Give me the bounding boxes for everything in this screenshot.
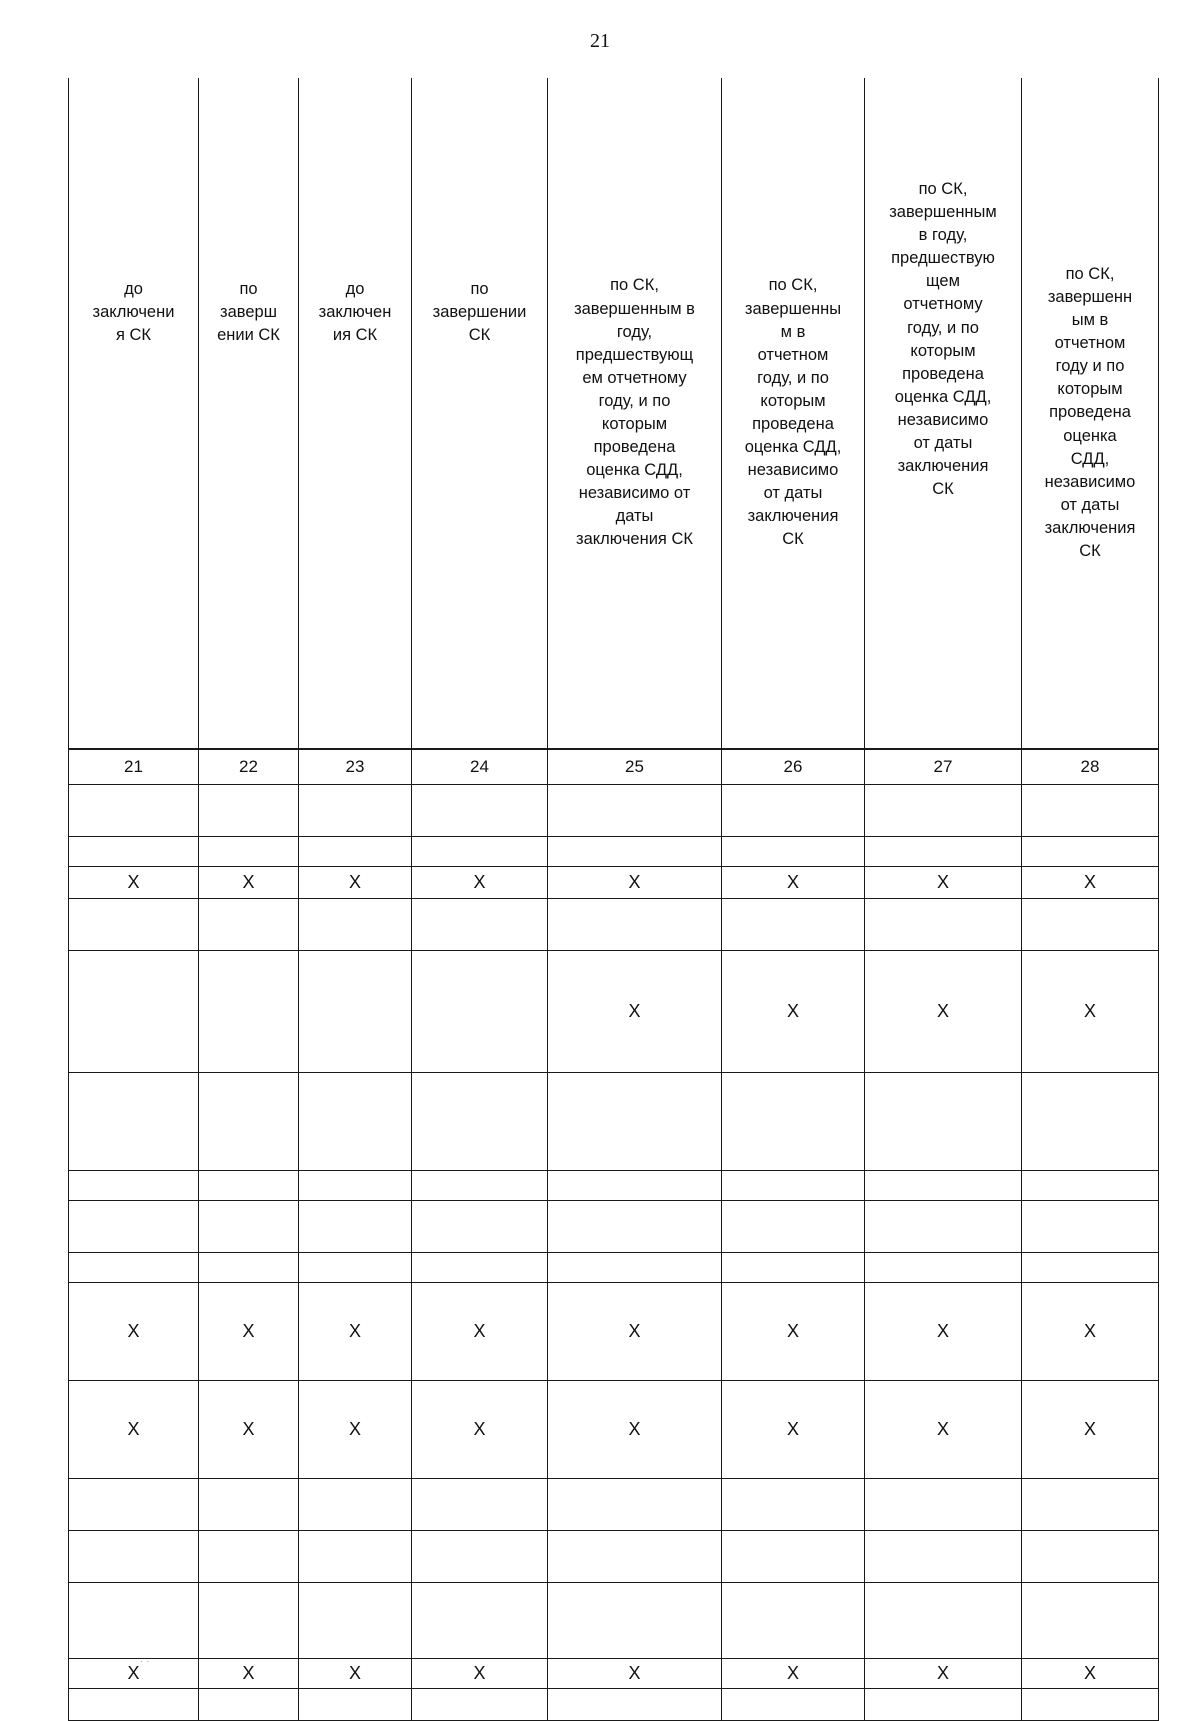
table-cell: [299, 951, 412, 1073]
x-mark: X: [127, 1419, 140, 1439]
table-row: [69, 837, 1159, 867]
table-cell: [1022, 1381, 1159, 1479]
header-row: [69, 78, 1159, 749]
x-mark: X: [1083, 1001, 1096, 1021]
x-mark: X: [473, 1419, 486, 1439]
table-cell: [865, 1689, 1022, 1721]
table-cell: [1022, 867, 1159, 899]
table-row: [69, 1659, 1159, 1689]
table-cell: [299, 867, 412, 899]
table-cell: [1022, 1583, 1159, 1659]
x-mark: X: [628, 1663, 641, 1683]
table-row: [69, 1283, 1159, 1381]
table-cell: [299, 837, 412, 867]
table-cell: [412, 1659, 548, 1689]
x-mark: X: [1083, 1663, 1096, 1683]
table-cell: [69, 1283, 199, 1381]
table-cell: [548, 1689, 722, 1721]
header-cell: по СК, завершенным в году, предшествующ ем отчетному году, и по которым проведена оценка СДД, независимо от даты заключения СК: [548, 78, 722, 749]
table-cell: [412, 1171, 548, 1201]
table-cell: [199, 1479, 299, 1531]
table-row: [69, 785, 1159, 837]
scan-speck: · ·: [140, 1656, 150, 1667]
table-cell: [199, 837, 299, 867]
x-mark: X: [242, 1663, 255, 1683]
table-cell: [69, 1689, 199, 1721]
table-cell: [865, 1479, 1022, 1531]
table-cell: [1022, 837, 1159, 867]
table-cell: [199, 1283, 299, 1381]
table-cell: [1022, 1073, 1159, 1171]
x-mark: X: [473, 1321, 486, 1341]
table-cell: [199, 1659, 299, 1689]
header-cell: до заключен ия СК: [299, 78, 412, 749]
header-cell: до заключени я СК: [69, 78, 199, 749]
table-cell: [299, 1531, 412, 1583]
table-cell: [69, 1659, 199, 1689]
header-cell: по заверш ении СК: [199, 78, 299, 749]
table-cell: [1022, 1253, 1159, 1283]
table-cell: [412, 1531, 548, 1583]
table-cell: [1022, 1531, 1159, 1583]
table-cell: [299, 1073, 412, 1171]
table-cell: [69, 867, 199, 899]
table-cell: [865, 1583, 1022, 1659]
header-cell: по СК, завершенным в году, предшествую щем отчетному году, и по которым проведена оценка СДД, независимо от даты заключения СК: [865, 78, 1022, 749]
table-cell: [865, 951, 1022, 1073]
table-cell: [299, 1659, 412, 1689]
x-mark: X: [127, 1321, 140, 1341]
x-mark: X: [348, 1321, 361, 1341]
table-cell: [548, 1659, 722, 1689]
x-mark: X: [242, 1419, 255, 1439]
table-row: [69, 1171, 1159, 1201]
table-cell: [1022, 1689, 1159, 1721]
table-cell: [299, 1201, 412, 1253]
column-number: 21: [69, 749, 199, 785]
table-cell: [548, 1171, 722, 1201]
table-cell: [412, 1283, 548, 1381]
table-cell: [69, 785, 199, 837]
table-cell: [865, 899, 1022, 951]
table-row: [69, 951, 1159, 1073]
table-row: [69, 1201, 1159, 1253]
table-cell: [548, 1531, 722, 1583]
table-cell: [69, 1073, 199, 1171]
x-mark: X: [936, 1001, 949, 1021]
table-cell: [722, 785, 865, 837]
table-cell: [1022, 1659, 1159, 1689]
table-cell: [722, 1283, 865, 1381]
table-cell: [69, 1381, 199, 1479]
table-row: [69, 1689, 1159, 1721]
table-cell: [412, 899, 548, 951]
x-mark: X: [127, 1663, 140, 1683]
table-cell: [199, 1073, 299, 1171]
x-mark: X: [473, 1663, 486, 1683]
x-mark: X: [936, 1321, 949, 1341]
column-number: 26: [722, 749, 865, 785]
table-cell: [722, 1073, 865, 1171]
x-mark: X: [786, 1001, 799, 1021]
table-cell: [199, 1531, 299, 1583]
table-cell: [1022, 1171, 1159, 1201]
table-cell: [548, 837, 722, 867]
table-cell: [299, 1583, 412, 1659]
table-cell: [412, 1479, 548, 1531]
table-cell: [412, 1381, 548, 1479]
table-cell: [299, 1171, 412, 1201]
table-cell: [69, 1583, 199, 1659]
table-cell: [722, 1253, 865, 1283]
x-mark: X: [628, 1321, 641, 1341]
x-mark: X: [628, 1419, 641, 1439]
table-cell: [722, 1659, 865, 1689]
x-mark: X: [936, 1419, 949, 1439]
table-row: [69, 899, 1159, 951]
table-cell: [299, 1283, 412, 1381]
table-cell: [548, 1253, 722, 1283]
table-row: [69, 1479, 1159, 1531]
table-cell: [199, 1171, 299, 1201]
table-cell: [1022, 899, 1159, 951]
table-cell: [865, 785, 1022, 837]
x-mark: X: [1083, 1321, 1096, 1341]
x-mark: X: [127, 872, 140, 892]
table-cell: [412, 1583, 548, 1659]
table-cell: [69, 1201, 199, 1253]
x-mark: X: [348, 1663, 361, 1683]
table-cell: [548, 1073, 722, 1171]
table-cell: [199, 867, 299, 899]
x-mark: X: [473, 872, 486, 892]
table-cell: [548, 785, 722, 837]
x-mark: X: [348, 1419, 361, 1439]
table-cell: [865, 1201, 1022, 1253]
table-cell: [722, 1583, 865, 1659]
table-cell: [865, 1283, 1022, 1381]
table-cell: [199, 1253, 299, 1283]
table-cell: [865, 1381, 1022, 1479]
table-cell: [299, 899, 412, 951]
table-cell: [69, 1171, 199, 1201]
x-mark: X: [1083, 1419, 1096, 1439]
table-cell: [412, 951, 548, 1073]
table-cell: [412, 785, 548, 837]
table-cell: [299, 1689, 412, 1721]
table-cell: [1022, 785, 1159, 837]
table-cell: [199, 1689, 299, 1721]
table-cell: [199, 1583, 299, 1659]
table-cell: [199, 951, 299, 1073]
table-cell: [865, 1531, 1022, 1583]
x-mark: X: [936, 872, 949, 892]
table-cell: [722, 1171, 865, 1201]
table-cell: [722, 899, 865, 951]
table-cell: [69, 899, 199, 951]
table-cell: [69, 951, 199, 1073]
table-cell: [548, 1201, 722, 1253]
column-number: 23: [299, 749, 412, 785]
table-cell: [548, 899, 722, 951]
table-cell: [722, 1479, 865, 1531]
column-number-row: [69, 749, 1159, 785]
table-cell: [299, 1381, 412, 1479]
table-cell: [299, 1253, 412, 1283]
table-cell: [865, 1171, 1022, 1201]
table-cell: [412, 1201, 548, 1253]
table-cell: [1022, 1201, 1159, 1253]
report-table: [68, 78, 1159, 1721]
table-cell: [865, 837, 1022, 867]
table-cell: [412, 867, 548, 899]
column-number: 25: [548, 749, 722, 785]
header-cell: по СК, завершенны м в отчетном году, и по которым проведена оценка СДД, независимо от даты заключения СК: [722, 78, 865, 749]
table-row: [69, 1381, 1159, 1479]
x-mark: X: [1083, 872, 1096, 892]
table-cell: [299, 785, 412, 837]
table-cell: [69, 1531, 199, 1583]
table-cell: [199, 1381, 299, 1479]
table-cell: [69, 837, 199, 867]
x-mark: X: [936, 1663, 949, 1683]
x-mark: X: [786, 1321, 799, 1341]
table-cell: [722, 867, 865, 899]
table-cell: [722, 951, 865, 1073]
table-cell: [412, 1073, 548, 1171]
table-cell: [722, 1381, 865, 1479]
table-cell: [548, 1283, 722, 1381]
table-cell: [412, 1689, 548, 1721]
x-mark: X: [786, 1663, 799, 1683]
table-cell: [548, 951, 722, 1073]
table-cell: [1022, 951, 1159, 1073]
table-cell: [722, 1531, 865, 1583]
table-cell: [299, 1479, 412, 1531]
x-mark: X: [242, 872, 255, 892]
table-cell: [412, 1253, 548, 1283]
table-cell: [548, 867, 722, 899]
table-cell: [69, 1253, 199, 1283]
table-cell: [199, 785, 299, 837]
table-cell: [865, 1073, 1022, 1171]
table-row: [69, 1253, 1159, 1283]
table-cell: [412, 837, 548, 867]
table-cell: [199, 1201, 299, 1253]
table-cell: [548, 1479, 722, 1531]
table-cell: [865, 1659, 1022, 1689]
table-cell: [722, 1689, 865, 1721]
table-cell: [1022, 1283, 1159, 1381]
x-mark: X: [628, 872, 641, 892]
table-cell: [865, 1253, 1022, 1283]
table-cell: [199, 899, 299, 951]
table-row: [69, 867, 1159, 899]
table-cell: [722, 1201, 865, 1253]
table-row: [69, 1531, 1159, 1583]
x-mark: X: [786, 872, 799, 892]
column-number: 22: [199, 749, 299, 785]
table-cell: [865, 867, 1022, 899]
header-cell: по СК, завершенн ым в отчетном году и по которым проведена оценка СДД, независимо от даты заключения СК: [1022, 78, 1159, 749]
x-mark: X: [628, 1001, 641, 1021]
column-number: 28: [1022, 749, 1159, 785]
table-cell: [722, 837, 865, 867]
table-cell: [1022, 1479, 1159, 1531]
x-mark: X: [786, 1419, 799, 1439]
x-mark: X: [242, 1321, 255, 1341]
table-cell: [548, 1583, 722, 1659]
table-cell: [548, 1381, 722, 1479]
column-number: 24: [412, 749, 548, 785]
column-number: 27: [865, 749, 1022, 785]
header-cell: по завершении СК: [412, 78, 548, 749]
table-cell: [69, 1479, 199, 1531]
table-row: [69, 1073, 1159, 1171]
x-mark: X: [348, 872, 361, 892]
table-row: [69, 1583, 1159, 1659]
page-number: 21: [590, 30, 610, 52]
